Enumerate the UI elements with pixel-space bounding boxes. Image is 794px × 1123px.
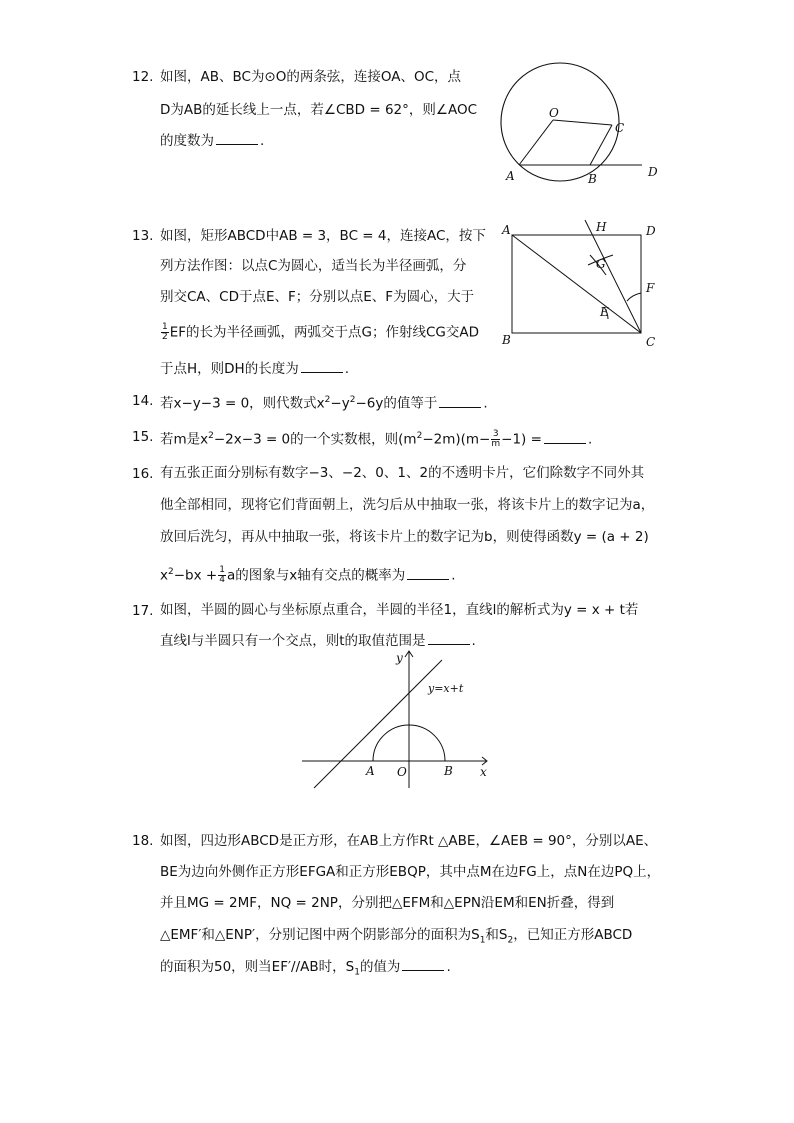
label-A: A [502,223,511,237]
q13-line4: $\frac{1}{2}$ EF的长为半径画弧，两弧交于点G；作射线CG交AD [162,322,480,342]
answer-blank[interactable] [428,632,470,645]
q18-line4: △EMF′和△ENP′，分别记图中两个阴影部分的面积为$S_1$和$S_2$，已知正方形ABCD [160,927,633,946]
q18-line5: 的面积为50，则当EF′//AB时，$S_1$的值为 . [160,959,451,978]
label-F: F [646,281,655,295]
q17-line2: 直线l与半圆只有一个交点，则t的取值范围是 . [160,633,476,649]
answer-blank[interactable] [544,431,586,444]
q13-number: 13. [132,228,154,244]
q17-number: 17. [132,603,154,619]
answer-blank[interactable] [216,132,258,145]
q18-number: 18. [132,833,154,849]
q15-text: 若m是$x^2-2x-3 = 0$的一个实数根，则$(m^2-2m)(m-$ $\frac{3}{m}$ −1) = . [160,429,593,449]
q14-text: 若x−y−3 = 0，则代数式$x^2-y^2-6y$的值等于 . [160,395,488,412]
label-C: C [615,121,625,135]
q16-line2: 他全部相同，现将它们背面朝上，洗匀后从中抽取一张，将该卡片上的数字记为a， [160,497,655,513]
q17-semicircle-figure [296,648,496,790]
q13-line3: 别交CA、CD于点E、F；分别以点E、F为圆心，大于 [160,289,475,305]
q16-line3: 放回后洗匀，再从中抽取一张，将该卡片上的数字记为b，则使得函数y = (a + 2) [160,529,649,545]
q13-line1: 如图，矩形ABCD中AB = 3，BC = 4，连接AC，按下 [160,228,486,244]
label-B: B [588,172,597,186]
q16-number: 16. [132,466,154,482]
label-D: D [646,224,656,238]
q13-rectangle-figure [496,215,671,355]
answer-blank[interactable] [402,958,444,971]
label-O: O [397,765,407,779]
q12-line2: D为AB的延长线上一点，若∠CBD = 62°，则∠AOC [160,102,478,118]
label-H: H [596,220,607,234]
label-A: A [366,764,375,778]
q18-line2: BE为边向外侧作正方形EFGA和正方形EBQP，其中点M在边FG上，点N在边PQ上， [160,864,661,880]
q12-line1: 如图，AB、BC为⊙O的两条弦，连接OA、OC，点 [160,69,462,85]
q16-line1: 有五张正面分别标有数字−3、−2、0、1、2的不透明卡片，它们除数字不同外其 [160,465,645,481]
q15-number: 15. [132,429,154,445]
label-x: x [480,765,487,779]
q18-line3: 并且MG = 2MF，NQ = 2NP，分别把△EFM和△EPN沿EM和EN折叠，得到 [160,895,615,911]
q14-number: 14. [132,393,154,409]
label-B: B [502,333,511,347]
q12-number: 12. [132,69,154,85]
label-B: B [444,764,453,778]
q16-line4: $x^2-bx$ + $\frac{1}{4}$ a的图象与x轴有交点的概率为 . [160,565,456,585]
answer-blank[interactable] [439,395,481,408]
label-C: C [646,335,656,349]
answer-blank[interactable] [407,567,449,580]
label-line: y=x+t [428,682,464,695]
label-y: y [396,651,403,665]
label-E: E [600,305,609,319]
q13-line2: 列方法作图：以点C为圆心，适当长为半径画弧，分 [160,258,467,274]
label-G: G [596,257,606,271]
label-D: D [648,165,658,179]
q12-line3: 的度数为 . [160,133,265,149]
label-O: O [549,106,559,120]
label-A: A [506,169,515,183]
q12-circle-figure [490,62,670,190]
q17-line1: 如图，半圆的圆心与坐标原点重合，半圆的半径1，直线l的解析式为y = x + t若 [160,602,639,618]
answer-blank[interactable] [301,360,343,373]
q13-line5: 于点H，则DH的长度为 . [160,361,349,377]
q18-line1: 如图，四边形ABCD是正方形，在AB上方作Rt △ABE，∠AEB = 90°，分别以AE、 [160,833,658,849]
